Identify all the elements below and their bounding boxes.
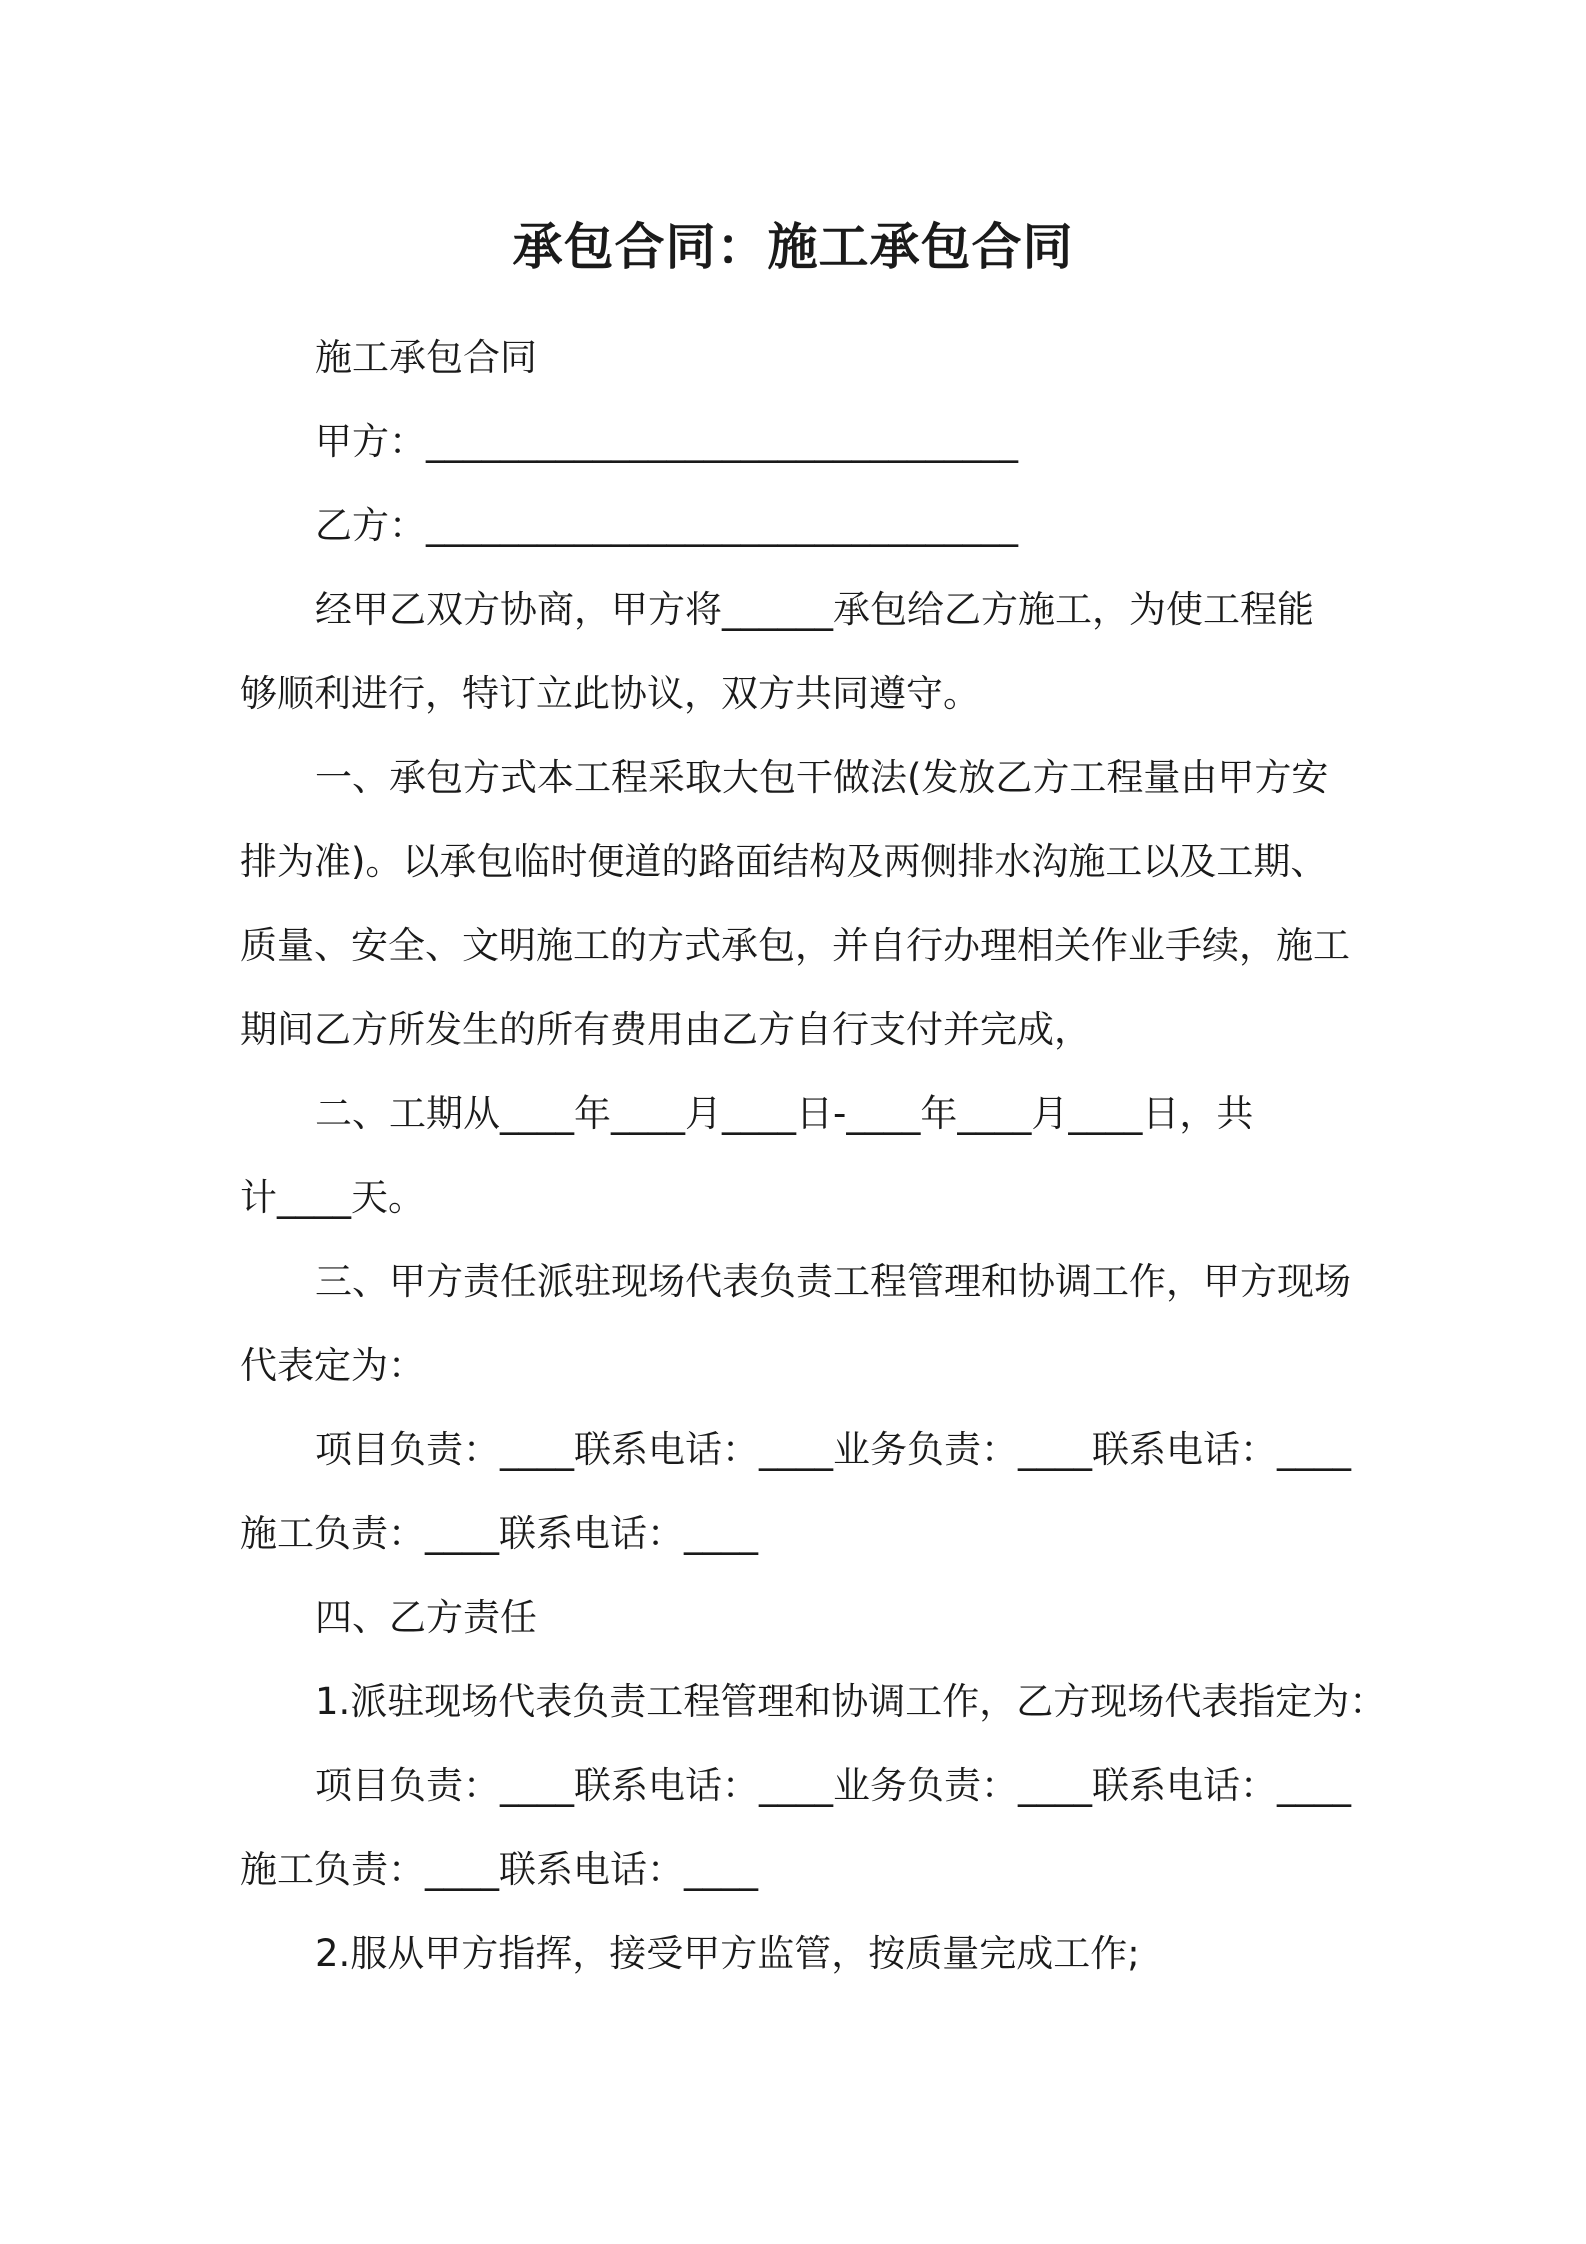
paragraph-line: 代表定为：: [240, 1344, 425, 1387]
paragraph-line: 二、工期从____年____月____日-____年____月____日，共: [315, 1092, 1254, 1135]
document-title: 承包合同：施工承包合同: [512, 218, 1074, 276]
paragraph-line: 一、承包方式本工程采取大包干做法(发放乙方工程量由甲方安: [315, 756, 1329, 799]
paragraph-line: 质量、安全、文明施工的方式承包，并自行办理相关作业手续，施工: [240, 924, 1350, 967]
contact-line: 施工负责：____联系电话：____: [240, 1512, 758, 1555]
paragraph-line: 1.派驻现场代表负责工程管理和协调工作，乙方现场代表指定为：: [315, 1680, 1387, 1723]
document-body: [240, 316, 1387, 1996]
section-heading: 四、乙方责任: [315, 1596, 537, 1639]
paragraph-line: 计____天。: [240, 1176, 425, 1219]
paragraph-line: 经甲乙双方协商，甲方将______承包给乙方施工，为使工程能: [315, 588, 1314, 631]
paragraph-line: 排为准)。以承包临时便道的路面结构及两侧排水沟施工以及工期、: [240, 840, 1328, 883]
paragraph-line: 三、甲方责任派驻现场代表负责工程管理和协调工作，甲方现场: [315, 1260, 1351, 1303]
paragraph-line: 2.服从甲方指挥，接受甲方监管，按质量完成工作;: [315, 1932, 1140, 1975]
party-a-line: 甲方：________________________________: [315, 420, 1018, 463]
contact-line: 项目负责：____联系电话：____业务负责：____联系电话：____: [315, 1428, 1351, 1471]
contact-line: 项目负责：____联系电话：____业务负责：____联系电话：____: [315, 1764, 1351, 1807]
subtitle-line: 施工承包合同: [315, 336, 537, 379]
paragraph-line: 够顺利进行，特订立此协议，双方共同遵守。: [240, 672, 980, 715]
contact-line: 施工负责：____联系电话：____: [240, 1848, 758, 1891]
paragraph-line: 期间乙方所发生的所有费用由乙方自行支付并完成，: [240, 1008, 1091, 1051]
party-b-line: 乙方：________________________________: [315, 504, 1018, 547]
